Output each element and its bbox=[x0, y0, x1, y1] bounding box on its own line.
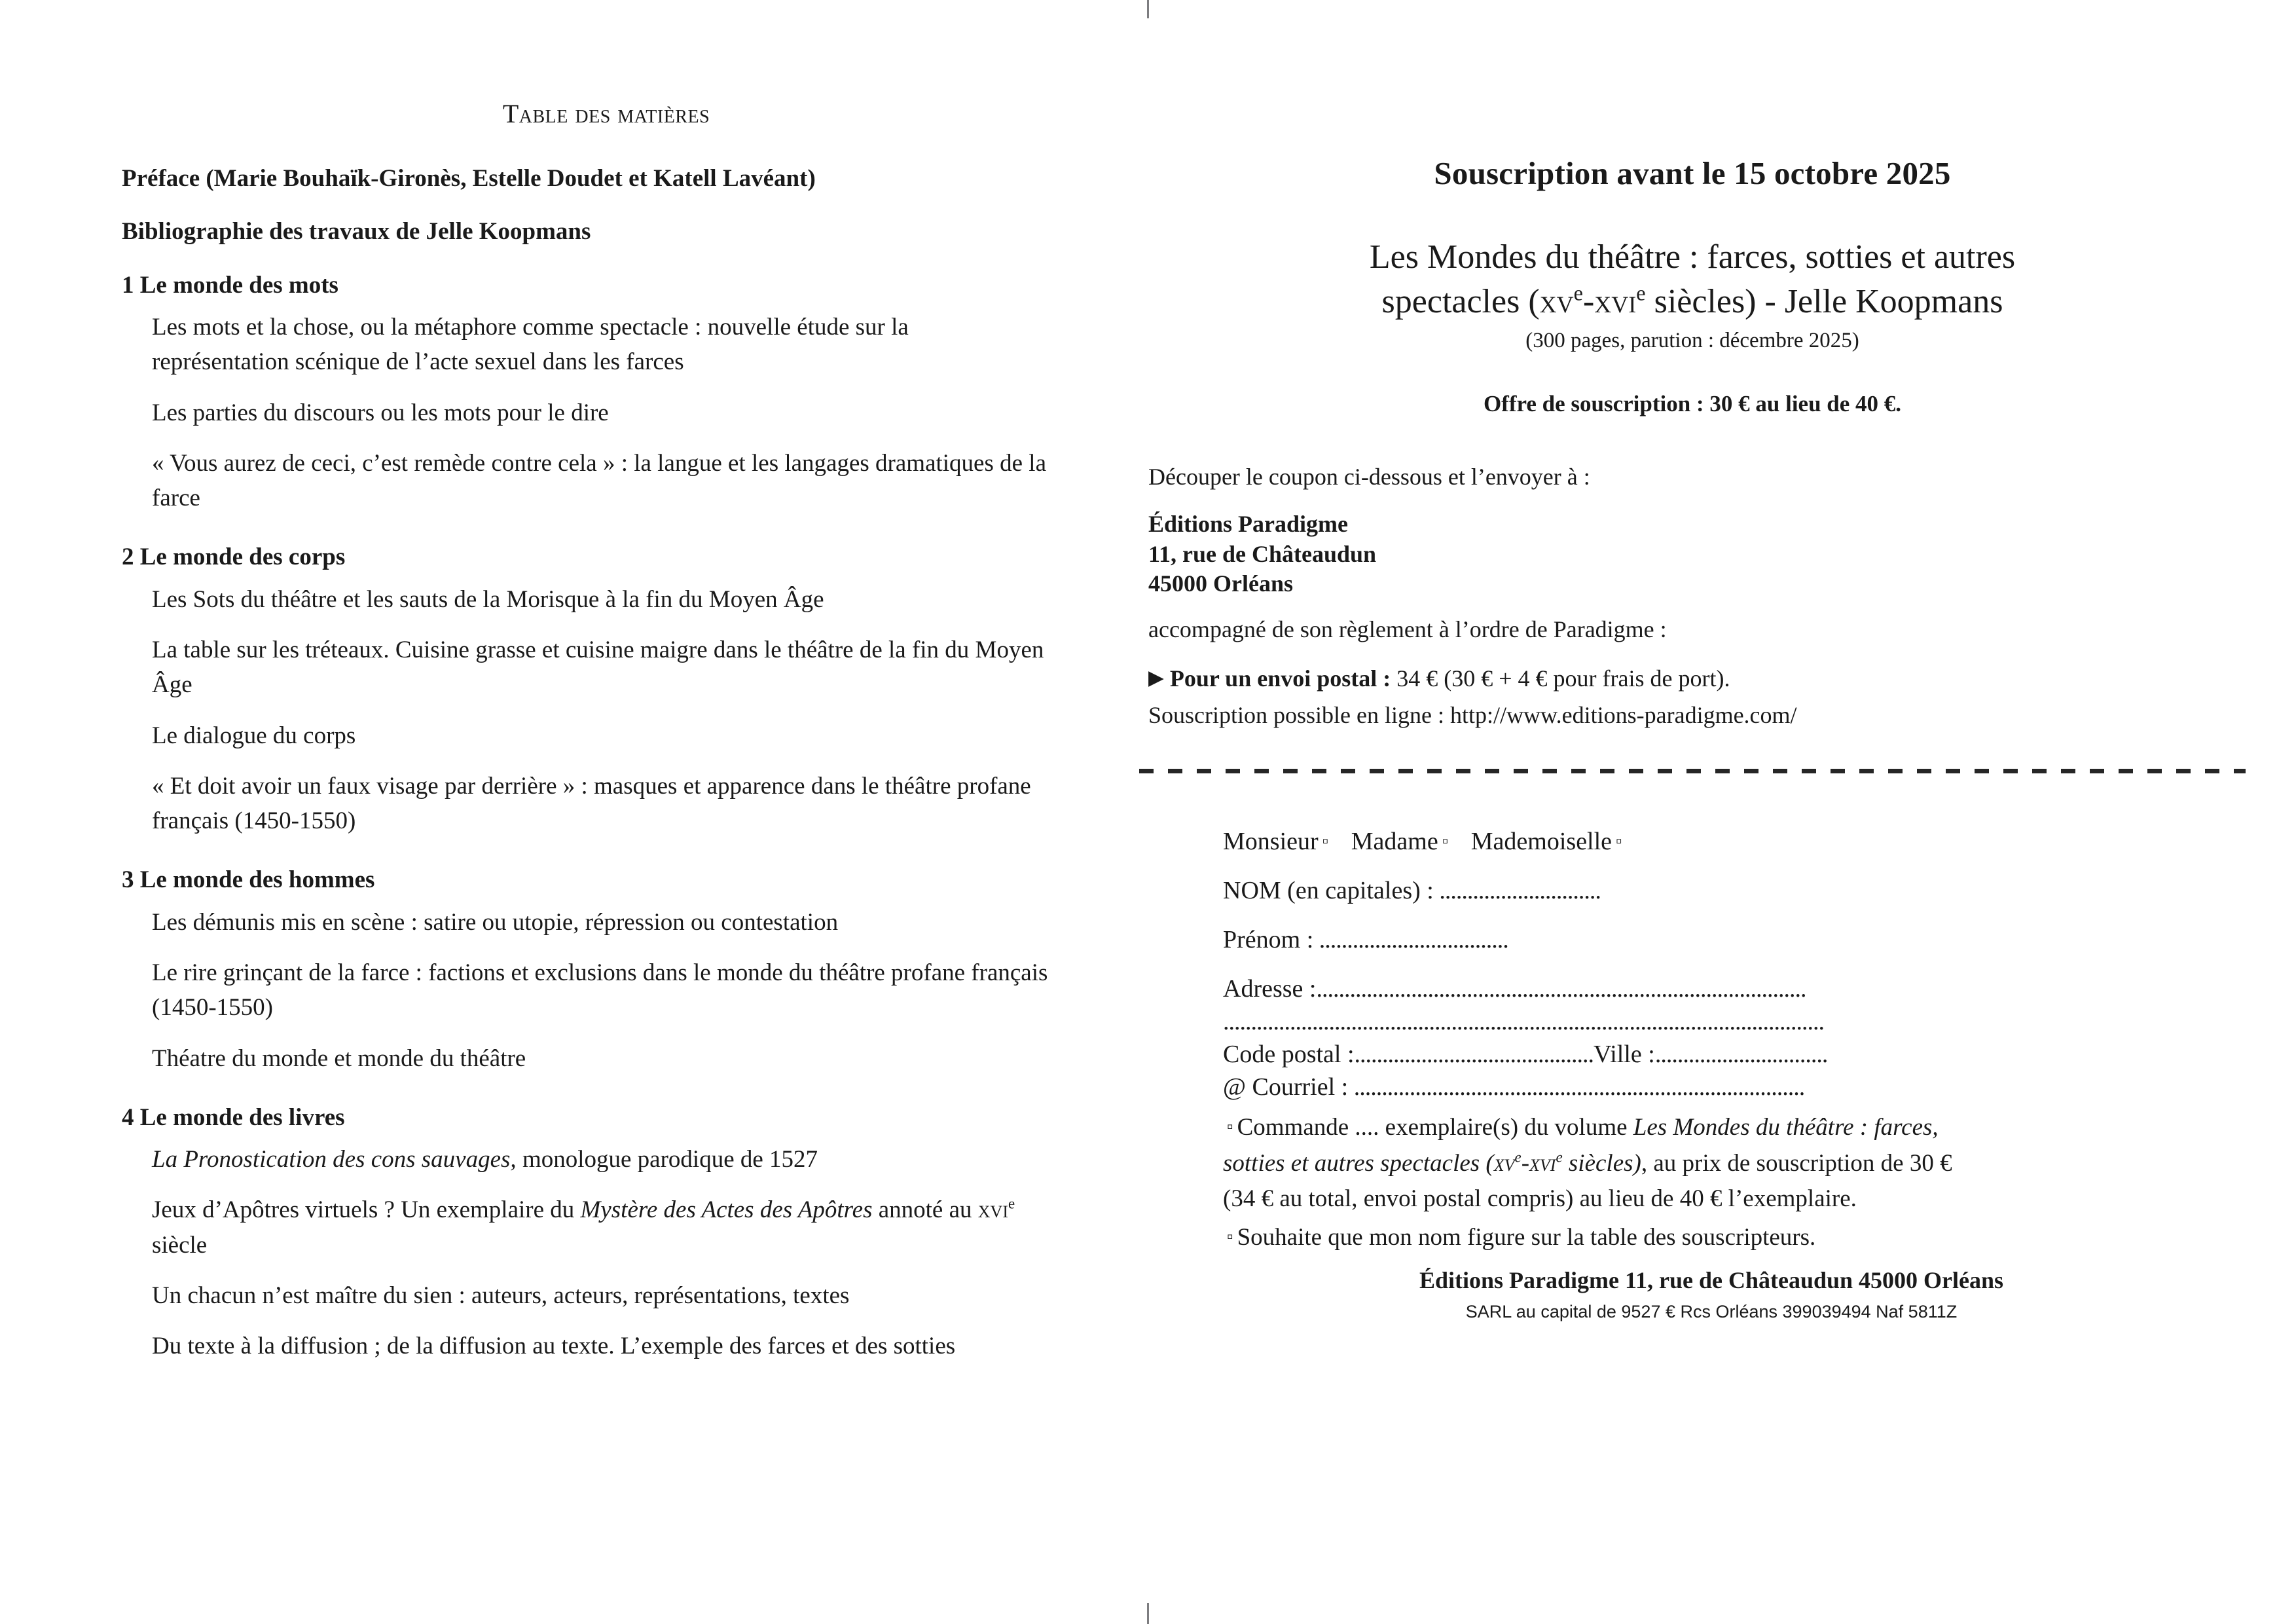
century-numeral: xvi bbox=[1529, 1149, 1556, 1177]
page-title: Table des matières bbox=[502, 99, 710, 128]
book-title-tail: siècles) - Jelle Koopmans bbox=[1645, 282, 2003, 320]
field-label-ville: Ville : bbox=[1594, 1040, 1655, 1068]
toc-preface: Préface (Marie Bouhaïk-Gironès, Estelle Doudet et Katell Lavéant) bbox=[122, 165, 816, 192]
subscription-deadline: Souscription avant le 15 octobre 2025 bbox=[1434, 155, 1951, 191]
book-title-paren-open: spectacles ( bbox=[1381, 282, 1540, 320]
book-title-line-1: Les Mondes du théâtre : farces, sotties et autres bbox=[1369, 238, 2016, 276]
toc-section-heading-2: 2 Le monde des corps bbox=[122, 544, 346, 571]
checkbox-souhaite[interactable]: ▫ bbox=[1227, 1226, 1233, 1246]
toc-entry-italic-title: Mystère des Actes des Apôtres bbox=[580, 1196, 873, 1224]
field-dots-adresse: ........................................................................................ bbox=[1316, 974, 1806, 1003]
postal-value: 34 € (30 € + 4 € pour frais de port). bbox=[1391, 665, 1730, 692]
field-label-prenom: Prénom : bbox=[1223, 926, 1314, 954]
ordinal-suffix: e bbox=[1636, 281, 1646, 305]
checkbox-commande[interactable]: ▫ bbox=[1227, 1116, 1233, 1137]
checkbox-madame[interactable]: ▫ bbox=[1442, 830, 1449, 851]
ordinal-suffix: e bbox=[1556, 1149, 1563, 1166]
century-numeral: xvi bbox=[1594, 282, 1637, 320]
order-lead-text: Commande .... exemplaire(s) du volume bbox=[1237, 1114, 1633, 1141]
publisher-address bbox=[1139, 509, 2246, 599]
order-title-italic-2: sotties et autres spectacles ($xv^e-xvi^e$ siècles) bbox=[1223, 1149, 1641, 1177]
ordinal-suffix: e bbox=[1514, 1149, 1522, 1166]
field-nom[interactable] bbox=[1223, 875, 2246, 907]
toc-entry: Les mots et la chose, ou la métaphore comme spectacle : nouvelle étude sur la représentation scénique de l’acte sexuel dans les farces bbox=[152, 314, 909, 376]
coupon-instruction: Découper le coupon ci-dessous et l’envoyer à : bbox=[1148, 464, 1590, 490]
book-title-line-2: spectacles ($xv^e-xvi^e$ siècles) - Jelle Koopmans bbox=[1381, 281, 2003, 320]
ordinal-suffix: e bbox=[1008, 1196, 1015, 1213]
field-dots-ville: ............................... bbox=[1654, 1040, 1828, 1068]
title-selection-row bbox=[1223, 826, 2246, 858]
subscription-coupon-form bbox=[1139, 773, 2246, 1322]
publisher-name: Éditions Paradigme bbox=[1148, 511, 1349, 538]
crop-mark-bottom bbox=[1147, 1603, 1149, 1624]
toc-section-heading-4: 4 Le monde des livres bbox=[122, 1103, 345, 1131]
toc-entry bbox=[122, 1192, 1051, 1263]
publisher-street: 11, rue de Châteaudun bbox=[1148, 540, 1377, 567]
subscription-column bbox=[1139, 155, 2246, 1322]
field-adresse[interactable] bbox=[1223, 974, 2246, 1005]
order-statement bbox=[1223, 1111, 2246, 1217]
toc-entry: La table sur les tréteaux. Cuisine grasse et cuisine maigre dans le théâtre de la fin du Moyen Âge bbox=[152, 637, 1044, 699]
field-label-adresse: Adresse : bbox=[1223, 974, 1317, 1003]
triangle-bullet-icon: ▶ bbox=[1148, 666, 1164, 690]
field-dots-prenom: .................................. bbox=[1313, 926, 1508, 954]
toc-entry: Du texte à la diffusion ; de la diffusion au texte. L’exemple des farces et des sotties bbox=[152, 1333, 956, 1360]
title-option-label: Monsieur bbox=[1223, 827, 1319, 855]
checkbox-monsieur[interactable]: ▫ bbox=[1322, 830, 1329, 851]
field-label-nom: NOM (en capitales) : bbox=[1223, 877, 1434, 905]
book-metadata: (300 pages, parution : décembre 2025) bbox=[1525, 329, 1859, 353]
toc-entry: « Vous aurez de ceci, c’est remède contre cela » : la langue et les langages dramatiques de la farce bbox=[152, 449, 1047, 512]
century-numeral: xv bbox=[1539, 282, 1574, 320]
toc-entry-text: annoté au xvi$^e$ siècle bbox=[152, 1196, 1015, 1259]
order-line-3: (34 € au total, envoi postal compris) au lieu de 40 € l’exemplaire. bbox=[1223, 1185, 1857, 1213]
online-subscription-line[interactable]: Souscription possible en ligne : http://www.editions-paradigme.com/ bbox=[1148, 701, 1797, 728]
century-numeral: xvi bbox=[977, 1196, 1008, 1224]
order-line-1 bbox=[1223, 1111, 2246, 1145]
field-dots-courriel: ................................................................................. bbox=[1348, 1073, 1805, 1101]
toc-entry: Les Sots du théâtre et les sauts de la Morisque à la fin du Moyen Âge bbox=[152, 585, 824, 613]
title-option-label: Madame bbox=[1351, 827, 1438, 855]
publisher-city: 45000 Orléans bbox=[1148, 570, 1293, 597]
field-label-code-postal: Code postal : bbox=[1223, 1040, 1355, 1068]
field-dots-code-postal: ........................................... bbox=[1354, 1040, 1594, 1068]
legal-footer: SARL au capital de 9527 € Rcs Orléans 399039494 Naf 5811Z bbox=[1465, 1301, 1958, 1321]
payment-note: accompagné de son règlement à l’ordre de Paradigme : bbox=[1148, 616, 1667, 643]
field-prenom[interactable] bbox=[1223, 924, 2246, 956]
field-code-postal-ville[interactable] bbox=[1223, 1039, 2246, 1071]
toc-entry: Les parties du discours ou les mots pour le dire bbox=[152, 399, 609, 426]
toc-entry-text: Jeux d’Apôtres virtuels ? Un exemplaire du bbox=[152, 1196, 581, 1224]
ordinal-suffix: e bbox=[1573, 281, 1583, 305]
field-label-courriel: @ Courriel : bbox=[1223, 1073, 1349, 1101]
offer-price: Offre de souscription : 30 € au lieu de 40 €. bbox=[1483, 391, 1902, 417]
toc-entry: Le rire grinçant de la farce : factions et exclusions dans le monde du théâtre profane français (1450-1550) bbox=[152, 959, 1048, 1022]
cut-here-dashed-separator bbox=[1139, 769, 2246, 773]
order-after-title: , au prix de souscription de 30 € bbox=[1641, 1149, 1952, 1177]
field-adresse-line-2[interactable]: ............................................................................................................ bbox=[1223, 1007, 1824, 1035]
book-title bbox=[1139, 235, 2246, 323]
field-courriel[interactable] bbox=[1223, 1072, 2246, 1103]
toc-entry: « Et doit avoir un faux visage par derrière » : masques et apparence dans le théâtre profane français (1450-1550) bbox=[152, 772, 1031, 835]
wish-statement bbox=[1223, 1221, 2246, 1255]
toc-entry: Théatre du monde et monde du théâtre bbox=[152, 1044, 526, 1072]
toc-bibliography: Bibliographie des travaux de Jelle Koopmans bbox=[122, 218, 591, 246]
title-option-label: Mademoiselle bbox=[1470, 827, 1613, 855]
publisher-footer: Éditions Paradigme 11, rue de Châteaudun 45000 Orléans bbox=[1419, 1266, 2004, 1293]
century-numeral: xv bbox=[1493, 1149, 1515, 1177]
postal-label: Pour un envoi postal : bbox=[1169, 665, 1391, 692]
toc-entry: Un chacun n’est maître du sien : auteurs, acteurs, représentations, textes bbox=[152, 1282, 850, 1309]
toc-section-heading-3: 3 Le monde des hommes bbox=[122, 866, 375, 894]
toc-section-heading-1: 1 Le monde des mots bbox=[122, 271, 338, 299]
postal-shipping-line bbox=[1139, 662, 2246, 695]
field-dots-nom: ............................. bbox=[1433, 877, 1601, 905]
wish-text: Souhaite que mon nom figure sur la table des souscripteurs. bbox=[1237, 1223, 1816, 1251]
checkbox-mademoiselle[interactable]: ▫ bbox=[1616, 830, 1622, 851]
crop-mark-top bbox=[1147, 0, 1149, 18]
toc-entry: Le dialogue du corps bbox=[152, 722, 356, 749]
order-title-italic-1: Les Mondes du théâtre : farces, bbox=[1633, 1114, 1939, 1141]
order-line-2 bbox=[1223, 1147, 2246, 1181]
toc-entry-text: monologue parodique de 1527 bbox=[516, 1146, 818, 1173]
toc-entry bbox=[122, 1142, 1051, 1177]
toc-entry: Les démunis mis en scène : satire ou utopie, répression ou contestation bbox=[152, 908, 839, 936]
toc-entry-italic-title: La Pronostication des cons sauvages, bbox=[152, 1146, 517, 1173]
table-of-contents-column bbox=[122, 98, 1051, 1363]
